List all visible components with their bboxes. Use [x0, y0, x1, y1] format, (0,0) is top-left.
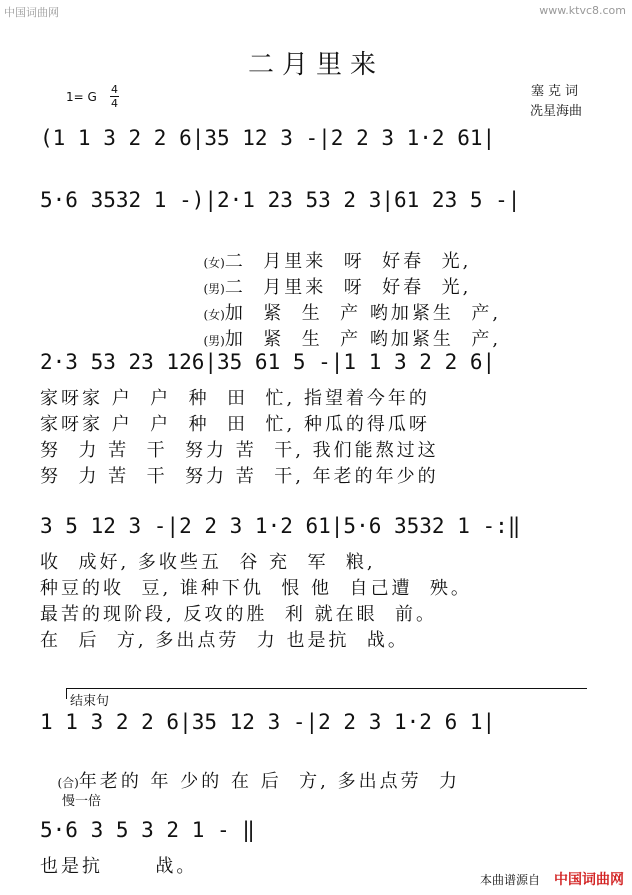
lyric-text: 二 月里来 呀 好春 光,: [224, 251, 472, 272]
lyric-line: 家呀家 户 户 种 田 忙, 种瓜的得瓜呀: [40, 414, 430, 435]
watermark-right: www.ktvc8.com: [539, 4, 626, 17]
lyric-line: 最苦的现阶段, 反攻的胜 利 就在眼 前。: [40, 604, 438, 625]
lyric-line: [40, 746, 600, 793]
voice-tag: (男): [203, 334, 225, 348]
tempo-label: 慢一倍: [62, 794, 102, 809]
watermark-left: 中国词曲网: [4, 6, 59, 19]
lyric-line: 努 力 苦 干 努力 苦 干, 年老的年少的: [40, 466, 439, 487]
voice-tag: (女): [203, 256, 225, 270]
lyric-text: 年老的 年 少的 在 后 方, 多出点劳 力: [78, 771, 461, 792]
footer-source: [480, 869, 624, 889]
ending-bracket: [66, 688, 587, 699]
meter-top: 4: [111, 83, 118, 96]
score-row-3: [40, 342, 592, 388]
lyric-text: 加 紧 生 产 哟加紧生 产,: [224, 329, 502, 350]
footer-text: 本曲谱源自: [479, 873, 540, 887]
footer-brand: 中国词曲网: [554, 872, 624, 888]
score-row-2: [40, 180, 592, 226]
lyric-line: 也是抗 战。: [40, 856, 198, 877]
notation-row: (1 1 3 2 2 6|35 12 3 -|2 2 3 1·2 61|: [40, 126, 496, 150]
voice-tag: (男): [203, 282, 225, 296]
lyric-text: 加 紧 生 产 哟加紧生 产,: [224, 303, 502, 324]
lyric-line: 在 后 方, 多出点劳 力 也是抗 战。: [40, 630, 409, 651]
lyric-line: 收 成好, 多收些五 谷 充 军 粮,: [40, 552, 376, 573]
notation-row: 2·3 53 23 126|35 61 5 -|1 1 3 2 2 6|: [40, 350, 496, 374]
notation-row: 3 5 12 3 -|2 2 3 1·2 61|5·6 3532 1 -:‖: [40, 514, 521, 538]
composer-credit: 冼星海曲: [529, 104, 582, 119]
lyric-line: 家呀家 户 户 种 田 忙, 指望着今年的: [40, 388, 430, 409]
time-signature: [110, 84, 119, 109]
notation-row: 5·6 3532 1 -)|2·1 23 53 2 3|61 23 5 -|: [40, 188, 521, 212]
score-row-5: [40, 702, 592, 748]
score-row-6: [40, 810, 592, 856]
score-row-4: [40, 506, 592, 552]
voice-tag: (合): [57, 776, 79, 790]
voice-tag: (女): [203, 308, 225, 322]
score-row-1: [40, 118, 592, 164]
lyric-line: 种豆的收 豆, 谁种下仇 恨 他 自己遭 殃。: [40, 578, 472, 599]
notation-row: 1 1 3 2 2 6|35 12 3 -|2 2 3 1·2 6 1|: [40, 710, 496, 734]
notation-row: 5·6 3 5 3 2 1 - ‖: [40, 818, 255, 842]
song-title: 二月里来: [247, 50, 384, 80]
lyricist-credit: 塞克词: [530, 84, 582, 99]
meter-bottom: 4: [111, 97, 118, 110]
lyric-text: 二 月里来 呀 好春 光,: [224, 277, 472, 298]
ending-label: 结束句: [70, 694, 110, 709]
key-signature: 1= G: [66, 90, 97, 104]
lyric-line: 努 力 苦 干 努力 苦 干, 我们能熬过这: [40, 440, 439, 461]
